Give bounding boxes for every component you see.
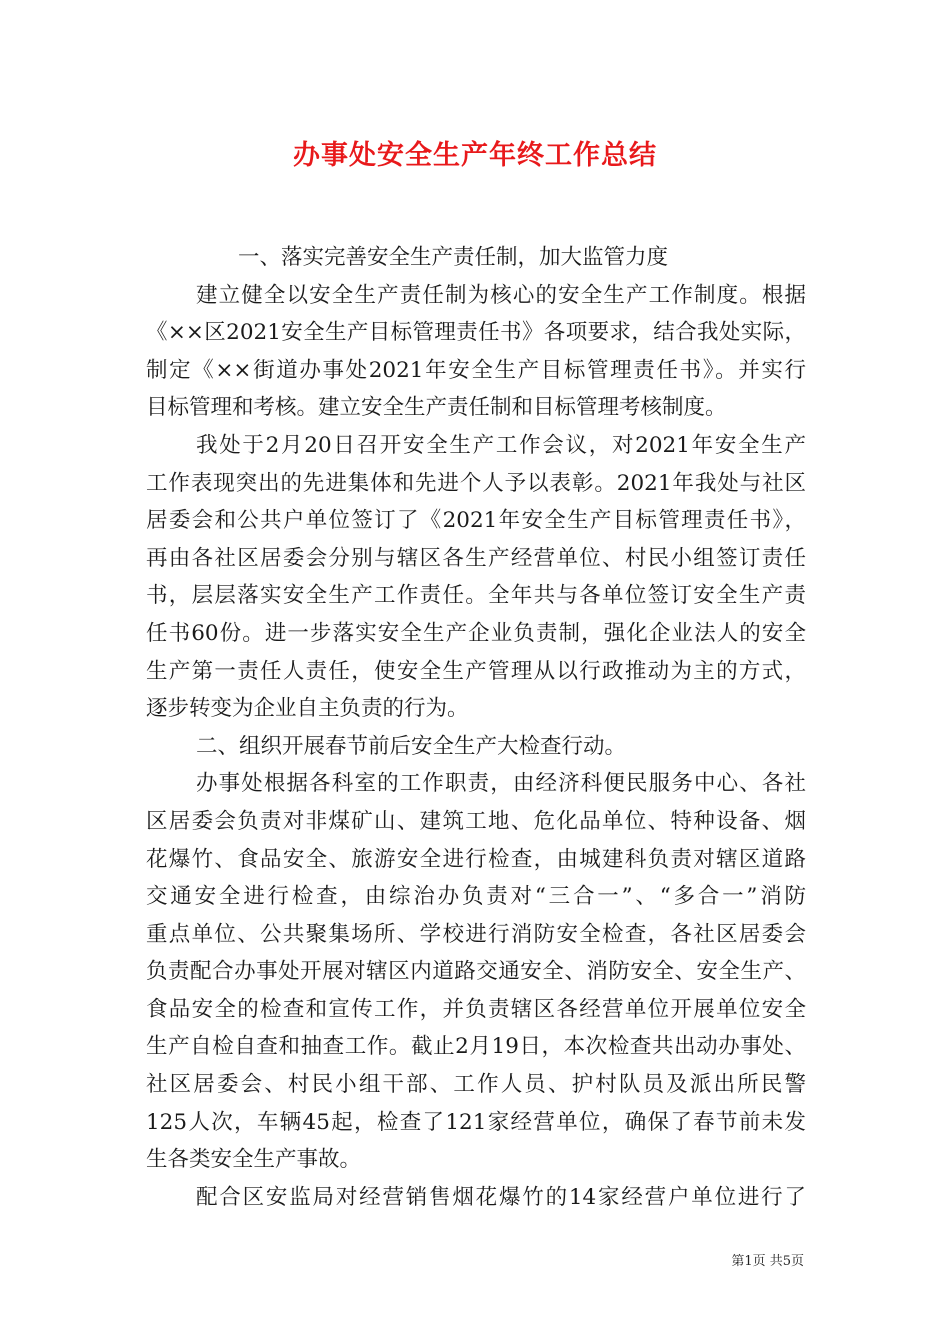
text-line: 再由各社区居委会分别与辖区各生产经营单位、村民小组签订责任 [146, 545, 806, 571]
text-line: 生各类安全生产事故。 [146, 1147, 362, 1173]
text-line: 区居委会负责对非煤矿山、建筑工地、危化品单位、特种设备、烟 [146, 808, 806, 834]
text-line: 目标管理和考核。建立安全生产责任制和目标管理考核制度。 [146, 395, 727, 421]
text-line: 办事处根据各科室的工作职责，由经济科便民服务中心、各社 [196, 771, 806, 797]
text-line: 任书60份。进一步落实安全生产企业负责制，强化企业法人的安全 [146, 620, 806, 646]
text-line: 花爆竹、食品安全、旅游安全进行检查，由城建科负责对辖区道路 [146, 846, 806, 872]
text-line: 配合区安监局对经营销售烟花爆竹的14家经营户单位进行了 [196, 1184, 806, 1210]
document-title: 办事处安全生产年终工作总结 [293, 140, 657, 171]
text-line: 重点单位、公共聚集场所、学校进行消防安全检查，各社区居委会 [146, 921, 806, 947]
text-line: 一、落实完善安全生产责任制，加大监管力度 [238, 245, 669, 270]
text-line: 125人次，车辆45起，检查了121家经营单位，确保了春节前未发 [146, 1109, 806, 1135]
text-line: 食品安全的检查和宣传工作，并负责辖区各经营单位开展单位安全 [146, 996, 806, 1022]
text-line: 我处于2月20日召开安全生产工作会议，对2021年安全生产 [196, 432, 806, 458]
text-line: 负责配合办事处开展对辖区内道路交通安全、消防安全、安全生产、 [146, 959, 806, 985]
text-line: 制定《××街道办事处2021年安全生产目标管理责任书》。并实行 [146, 357, 806, 383]
page-footer: 第1页 共5页 [731, 1254, 804, 1269]
text-line: 生产第一责任人责任，使安全生产管理从以行政推动为主的方式， [146, 658, 806, 684]
text-line: 工作表现突出的先进集体和先进个人予以表彰。2021年我处与社区 [146, 470, 806, 496]
text-line: 生产自检自查和抽查工作。截止2月19日，本次检查共出动办事处、 [146, 1034, 806, 1060]
text-line: 交通安全进行检查，由综治办负责对“三合一”、“多合一”消防 [146, 884, 806, 910]
text-line: 建立健全以安全生产责任制为核心的安全生产工作制度。根据 [196, 282, 806, 308]
text-line: 社区居委会、村民小组干部、工作人员、护村队员及派出所民警 [146, 1072, 806, 1098]
text-line: 二、组织开展春节前后安全生产大检查行动。 [196, 733, 627, 759]
document-body [146, 239, 806, 1216]
text-line: 书，层层落实安全生产工作责任。全年共与各单位签订安全生产责 [146, 583, 806, 609]
text-line: 《××区2021安全生产目标管理责任书》各项要求，结合我处实际， [146, 320, 806, 346]
text-line: 逐步转变为企业自主负责的行为。 [146, 696, 469, 722]
text-line: 居委会和公共户单位签订了《2021年安全生产目标管理责任书》， [146, 508, 806, 534]
